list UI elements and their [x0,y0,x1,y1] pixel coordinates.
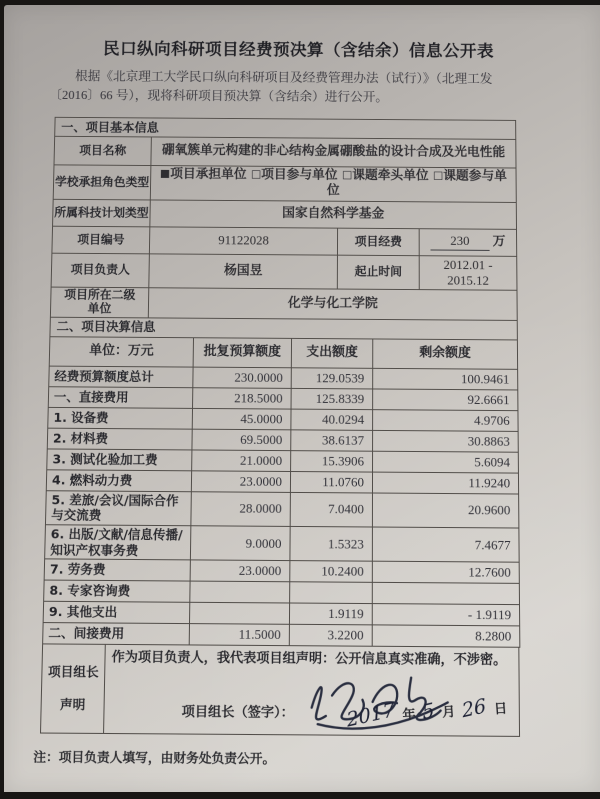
finance-remain-value: 5.6094 [373,451,519,473]
unit-label: 项目所在二级单位 [50,287,148,318]
year-char: 年 [402,706,417,723]
finance-remain-value: 20.9600 [372,493,519,528]
finance-remain-value: 11.9240 [372,472,518,494]
finance-budget-value: 69.5000 [192,429,291,450]
finance-spent-value: 40.0294 [291,409,373,430]
finance-spent-value: 38.6137 [291,430,373,451]
role-option-label: 项目参与单位 [261,167,338,183]
checkbox-icon: □ [250,167,262,181]
period-value: 2012.01 - 2015.12 [419,255,517,290]
unit-name: 化学与化工学院 [148,288,517,320]
date-year: 2017 [345,697,397,732]
finance-row-label: 8. 专家咨询费 [44,580,190,602]
statement-table [40,644,520,737]
finance-budget-value: 21.0000 [192,450,291,472]
pi-label: 项目负责人 [51,253,149,288]
finance-spent-value: 7.0400 [290,492,372,527]
plan-type-label: 所属科技计划类型 [53,199,151,227]
role-option [342,168,429,183]
statement-content-cell [104,645,520,736]
finance-budget-value: 218.5000 [193,388,292,409]
footnote: 注：项目负责人填写，由财务处负责公开。 [33,748,276,766]
finance-spent-value: 125.8339 [291,388,373,409]
project-no-label: 项目编号 [52,226,150,254]
finance-budget-value: 28.0000 [191,492,291,527]
finance-remain-value [372,583,519,605]
form-content [31,35,556,769]
project-name-value: 硼氧簇单元构建的非心结构金属硼酸盐的设计合成及光电性能 [151,137,516,168]
finance-remain-value: - 1.9119 [372,604,520,626]
intro-paragraph: 根据《北京理工大学民口纵向科研项目及经费管理办法（试行）》（北理工发〔2016〕66 号），现将科研项目预决算（含结余）进行公开。 [49,68,493,104]
finance-row-label: 6. 出版/文献/信息传播/知识产权事务费 [45,525,191,560]
finance-remain-value: 8.2800 [372,625,520,647]
finance-spent-value: 10.2400 [290,561,373,583]
statement-label-line1: 项目组长 [47,664,99,680]
finance-budget-value: 230.0000 [193,367,292,388]
sign-here-label: 项目组长（签字）： [181,704,294,721]
role-option [251,168,338,183]
paper-sheet [4,5,600,792]
project-name-label: 项目名称 [54,136,151,165]
finance-row-label: 1. 设备费 [48,407,193,429]
finance-row-label: 7. 劳务费 [44,559,190,581]
date-day: 26 [461,694,489,723]
finance-remain-value: 30.8863 [373,430,519,452]
statement-label-line2: 声明 [59,696,86,713]
role-type-options [150,166,516,202]
finance-spent-value: 11.0760 [290,471,372,492]
section-title-basic-info: 一、项目基本信息 [55,117,516,139]
project-no-value: 91122028 [149,226,337,254]
finance-budget-value: 23.0000 [190,560,290,582]
finance-row-label: 经费预算额度总计 [49,366,193,388]
funding-label: 项目经费 [337,228,419,256]
statement-text: 作为项目负责人，我代表项目组声明：公开信息真实准确，不涉密。 [111,650,507,669]
role-option-label: 项目承担单位 [170,167,247,182]
finance-spent-value: 15.3906 [291,450,373,471]
finance-row-label: 4. 燃料动力费 [46,470,191,492]
checkbox-icon: □ [342,168,353,181]
finance-row-label: 一、直接费用 [48,387,193,409]
page-title: 民口纵向科研项目经费预决算（含结余）信息公开表 [102,39,495,62]
date-month: 5 [421,698,437,724]
role-option [160,167,247,182]
finance-spent-value [290,582,373,604]
finance-row [45,491,519,529]
finance-header-budget: 批复预算额度 [193,338,291,368]
finance-remain-value: 7.4677 [372,527,519,562]
finance-table [42,317,520,649]
finance-budget-value: 11.5000 [189,624,289,646]
month-char: 月 [441,704,457,721]
finance-row-label: 二、间接费用 [43,623,190,645]
finance-budget-value [189,603,289,625]
finance-row-label: 5. 差旅/会议/国际合作与交流费 [45,491,191,526]
finance-spent-value: 129.0539 [291,368,373,389]
finance-budget-value: 23.0000 [191,471,290,493]
finance-row [45,525,520,563]
basic-info-table [50,117,518,321]
statement-label-cell [41,644,106,733]
finance-row-label: 2. 材料费 [47,428,192,450]
finance-row-label: 3. 测试化验加工费 [47,449,192,471]
finance-remain-value: 100.9461 [373,368,518,390]
finance-header-unit: 单位：万元 [49,337,193,367]
finance-remain-value: 12.7600 [372,561,519,583]
funding-unit: 万 [492,234,506,250]
role-option-label: 课题牵头单位 [352,168,429,184]
finance-header-remain: 剩余额度 [373,339,518,369]
finance-budget-value: 9.0000 [190,526,290,561]
funding-value [419,228,517,256]
role-option-label: 课题参与单位 [326,168,508,199]
form-table [40,117,522,737]
signature-row [110,693,513,731]
finance-rows [43,366,520,648]
plan-type-value: 国家自然科学基金 [150,199,517,228]
finance-budget-value [190,581,290,603]
finance-spent-value: 3.2200 [289,625,372,647]
finance-spent-value: 1.5323 [290,526,373,561]
finance-row-label: 9. 其他支出 [43,602,190,624]
finance-remain-value: 92.6661 [373,389,518,411]
checkbox-icon: ■ [159,167,171,180]
finance-budget-value: 45.0000 [192,408,291,429]
finance-remain-value: 4.9706 [373,409,519,431]
period-label: 起止时间 [337,255,419,290]
pi-name: 杨国昱 [149,253,338,289]
funding-amount: 230 [430,233,489,250]
day-char: 日 [493,700,509,718]
role-type-label: 学校承担角色类型 [53,165,151,200]
finance-spent-value: 1.9119 [289,603,372,625]
checkbox-icon: □ [433,168,444,182]
section-title-finance: 二、项目决算信息 [50,317,518,340]
finance-header-spent: 支出额度 [291,338,372,368]
